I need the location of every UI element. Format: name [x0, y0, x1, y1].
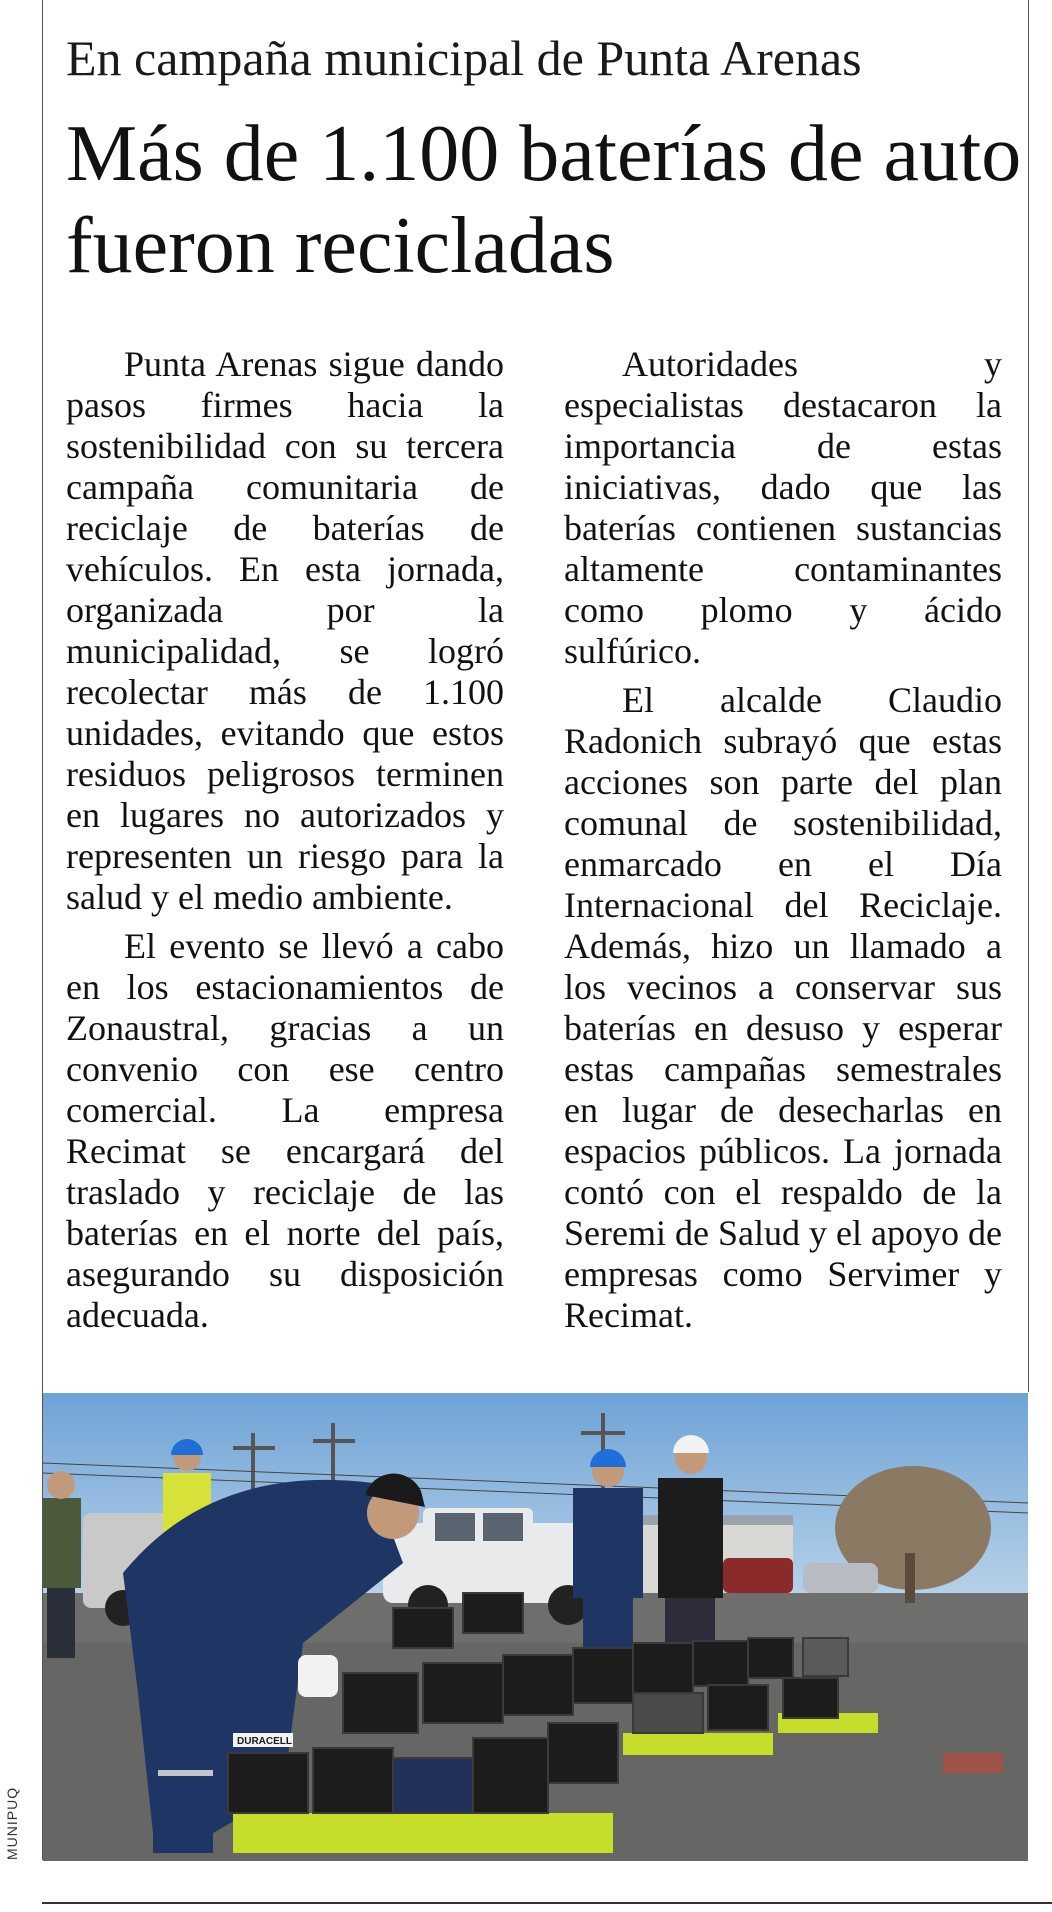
article-column-left [66, 344, 504, 1344]
photo-credit: MUNIPUQ [4, 1786, 20, 1860]
article-column-right [564, 344, 1002, 1344]
silver-car [803, 1563, 878, 1593]
bottom-rule [42, 1902, 1052, 1904]
right-column-rule [1028, 0, 1029, 1392]
paragraph: El evento se llevó a cabo en los estacionamientos de Zonaustral, gracias a un convenio con ese centro comercial. La empresa Recimat se encargará del traslado y reciclaje de las baterías en el norte del país, asegurando su disposición adecuada. [66, 926, 504, 1335]
battery-brand-label: DURACELL [237, 1736, 292, 1747]
red-car [723, 1558, 793, 1593]
paragraph: Punta Arenas sigue dando pasos firmes hacia la sostenibilidad con su tercera campaña comunitaria de reciclaje de baterías de vehículos. En esta jornada, organizada por la municipalidad, se logró recolectar más de 1.100 unidades, evitando que estos residuos peligrosos terminen en lugares no autorizados y representen un riesgo para la salud y el medio ambiente. [66, 344, 504, 917]
paragraph: El alcalde Claudio Radonich subrayó que estas acciones son parte del plan comunal de sostenibilidad, enmarcado en el Día Internacional del Reciclaje. Además, hizo un llamado a los vecinos a conservar sus baterías en desuso y esperar estas campañas semestrales en lugar de desecharlas en espacios públicos. La jornada contó con el respaldo de la Seremi de Salud y el apoyo de empresas como Servimer y Recimat. [564, 680, 1002, 1335]
paragraph: Autoridades y especialistas destacaron la importancia de estas iniciativas, dado que las baterías contienen sustancias altamente contaminantes como plomo y ácido sulfúrico. [564, 344, 1002, 671]
article-headline: Más de 1.100 baterías de auto fueron recicladas [66, 110, 1022, 290]
article-kicker: En campaña municipal de Punta Arenas [66, 30, 862, 86]
recycling-scene-illustration [43, 1393, 1028, 1861]
article-photo [43, 1393, 1028, 1861]
